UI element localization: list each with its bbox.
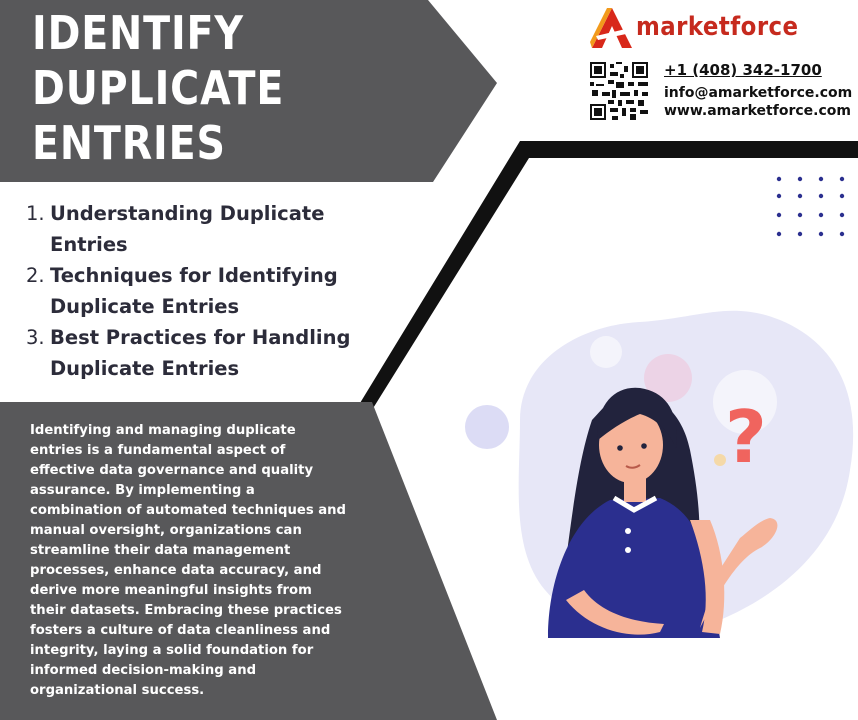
title-line-3: ENTRIES (32, 116, 226, 170)
eye (641, 443, 647, 449)
a-logo-icon (590, 6, 634, 50)
email-link[interactable]: info@amarketforce.com (664, 85, 853, 101)
shirt-button (625, 528, 631, 534)
topic-item-3: 3. Best Practices for Handling Duplicate Entries (26, 326, 351, 380)
dot-grid-decoration (776, 176, 846, 240)
question-mark: ? (725, 395, 767, 479)
phone-link[interactable]: +1 (408) 342-1700 (664, 61, 822, 79)
shirt-button (625, 547, 631, 553)
eye (617, 445, 623, 451)
brand-logo[interactable] (590, 6, 852, 50)
website-link[interactable]: www.amarketforce.com (664, 103, 851, 119)
woman-question-illustration (450, 300, 858, 640)
bubble-top (590, 336, 622, 368)
summary-paragraph: Identifying and managing duplicate entries is a fundamental aspect of effective data governance and quality assurance. By implementing a combination of automated techniques and manual oversight, organizations can streamline their data management processes, enhance data accuracy, and derive more meaningful insights from their datasets. Embracing these practices fosters a culture of data cleanliness and integrity, laying a solid foundation for informed decision-making and organizational success. (30, 423, 346, 698)
qr-code-icon (590, 62, 648, 120)
brand-name: marketforce (636, 12, 799, 42)
topic-item-label: Best Practices for Handling Duplicate Entries (50, 326, 351, 380)
topic-item-label: Techniques for Identifying Duplicate Entries (50, 264, 338, 318)
title-line-1: IDENTIFY (32, 6, 244, 60)
topic-item-2: 2. Techniques for Identifying Duplicate Entries (26, 264, 338, 318)
topic-item-label: Understanding Duplicate Entries (50, 202, 325, 256)
topic-item-1: 1. Understanding Duplicate Entries (26, 202, 325, 256)
bubble-left (465, 405, 509, 449)
title-line-2: DUPLICATE (32, 61, 285, 115)
topic-list (26, 198, 386, 384)
